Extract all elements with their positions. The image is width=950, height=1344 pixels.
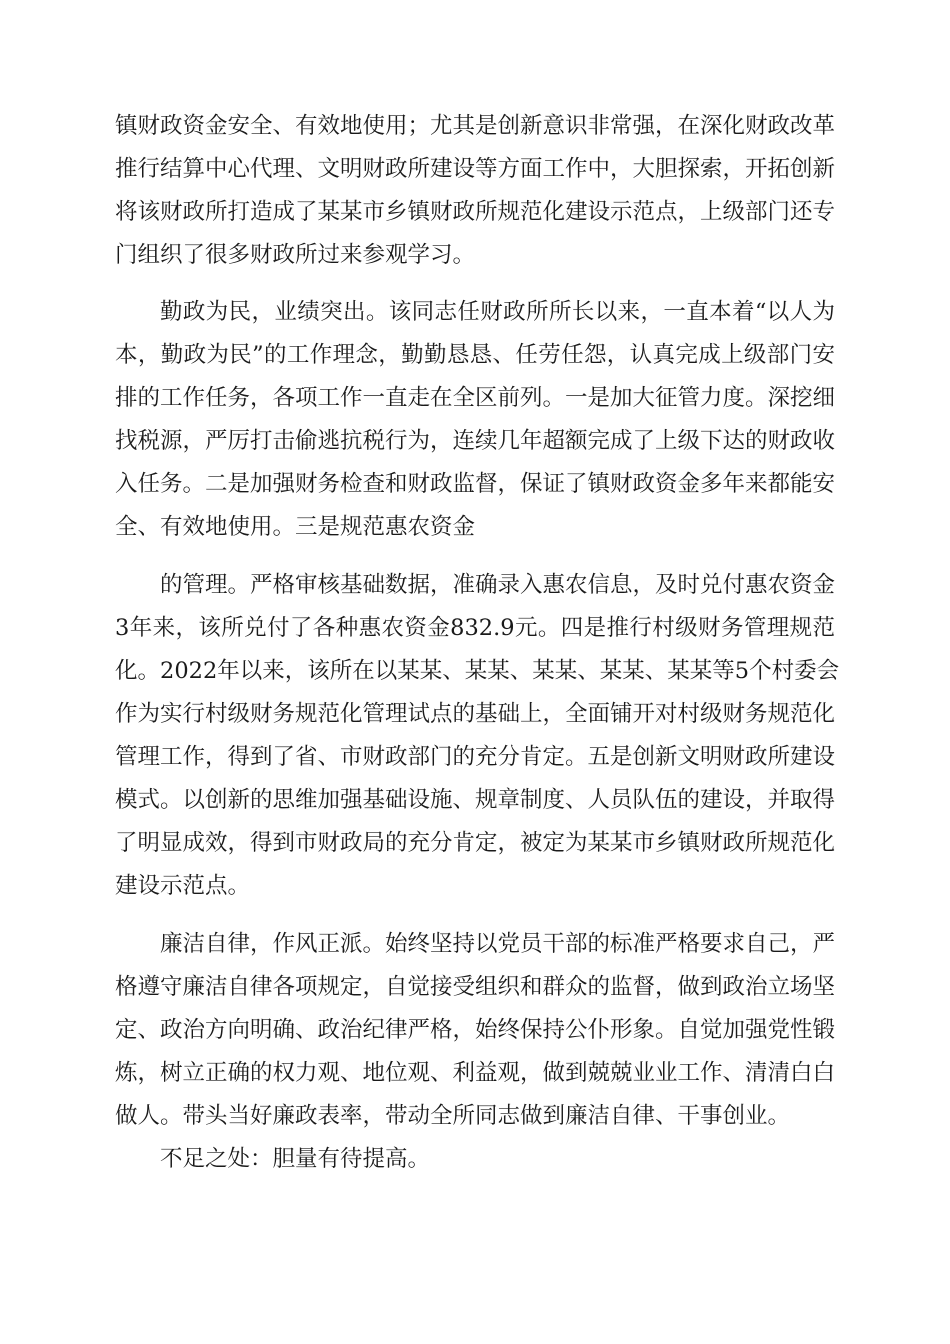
paragraph-line: 推行结算中心代理、文明财政所建设等方面工作中，大胆探索，开拓创新 xyxy=(115,156,836,182)
paragraph-line: 作为实行村级财务规范化管理试点的基础上，全面铺开对村级财务规范化 xyxy=(115,701,836,727)
paragraph-line: 格遵守廉洁自律各项规定，自觉接受组织和群众的监督，做到政治立场坚 xyxy=(115,974,836,1000)
paragraph-line: 入任务。二是加强财务检查和财政监督，保证了镇财政资金多年来都能安 xyxy=(115,471,836,497)
paragraph-line: 炼，树立正确的权力观、地位观、利益观，做到兢兢业业工作、清清白白 xyxy=(115,1060,836,1086)
paragraph-line: 廉洁自律，作风正派。始终坚持以党员干部的标准严格要求自己，严 xyxy=(160,931,836,957)
paragraph-line: 镇财政资金安全、有效地使用；尤其是创新意识非常强，在深化财政改革 xyxy=(115,113,836,139)
paragraph-line: 了明显成效，得到市财政局的充分肯定，被定为某某市乡镇财政所规范化 xyxy=(115,830,836,856)
paragraph-line: 做人。带头当好廉政表率，带动全所同志做到廉洁自律、干事创业。 xyxy=(115,1103,791,1129)
paragraph-line: 管理工作，得到了省、市财政部门的充分肯定。五是创新文明财政所建设 xyxy=(115,744,836,770)
paragraph-line: 本，勤政为民”的工作理念，勤勤恳恳、任劳任怨，认真完成上级部门安 xyxy=(115,342,835,368)
paragraph-line: 3年来，该所兑付了各种惠农资金832.9元。四是推行村级财务管理规范 xyxy=(115,615,835,641)
paragraph-line: 定、政治方向明确、政治纪律严格，始终保持公仆形象。自觉加强党性锻 xyxy=(115,1017,836,1043)
paragraph-line: 找税源，严厉打击偷逃抗税行为，连续几年超额完成了上级下达的财政收 xyxy=(115,428,836,454)
paragraph-line: 模式。以创新的思维加强基础设施、规章制度、人员队伍的建设，并取得 xyxy=(115,787,836,813)
paragraph-line: 将该财政所打造成了某某市乡镇财政所规范化建设示范点，上级部门还专 xyxy=(115,199,836,225)
paragraph-line: 化。2022年以来，该所在以某某、某某、某某、某某、某某等5个村委会 xyxy=(115,658,840,684)
paragraph-line: 勤政为民，业绩突出。该同志任财政所所长以来，一直本着“以人为 xyxy=(160,299,835,325)
paragraph-line: 的管理。严格审核基础数据，准确录入惠农信息，及时兑付惠农资金 xyxy=(160,572,836,598)
paragraph-line: 排的工作任务，各项工作一直走在全区前列。一是加大征管力度。深挖细 xyxy=(115,385,836,411)
paragraph-line: 不足之处：胆量有待提高。 xyxy=(160,1146,431,1172)
paragraph-line: 建设示范点。 xyxy=(115,873,251,899)
paragraph-line: 门组织了很多财政所过来参观学习。 xyxy=(115,242,476,268)
paragraph-line: 全、有效地使用。三是规范惠农资金 xyxy=(115,514,476,540)
